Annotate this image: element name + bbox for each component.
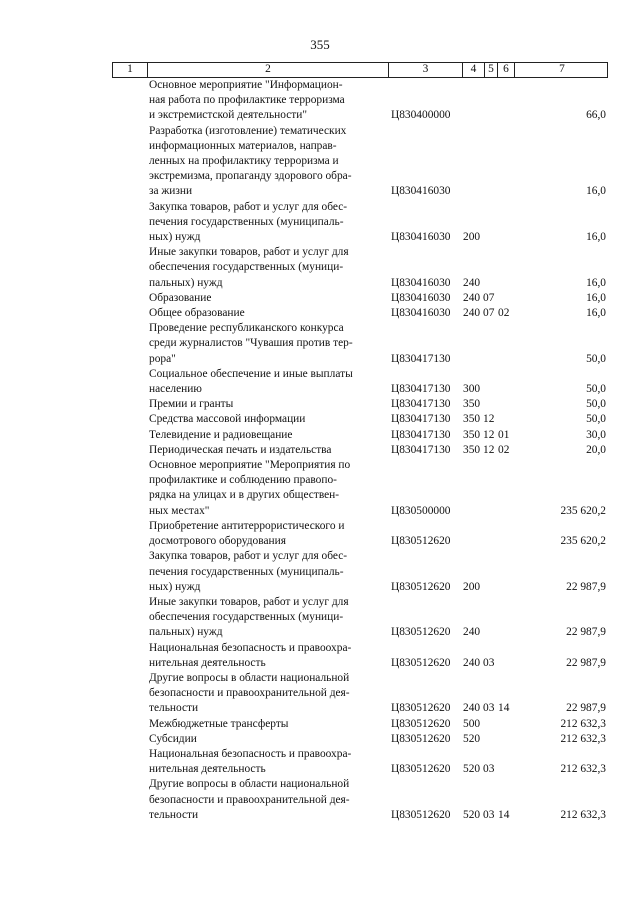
row-amount-cell: 16,0	[586, 276, 606, 289]
row-expense-type-cell: 350	[463, 443, 481, 456]
row-amount-cell: 16,0	[586, 307, 606, 320]
table-row	[112, 641, 608, 671]
row-expense-type-cell: 520	[463, 763, 481, 776]
row-section-cell: 07	[483, 307, 495, 320]
row-number-cell	[112, 595, 146, 641]
row-amount-cell: 235 620,2	[560, 504, 606, 517]
table-row	[112, 367, 608, 397]
row-number-cell	[112, 200, 146, 246]
row-number-cell	[112, 671, 146, 717]
row-code-cell: Ц830512620	[391, 702, 451, 715]
row-amount-cell: 22 987,9	[566, 702, 606, 715]
header-col-5: 5	[484, 63, 497, 77]
row-subsection-cell: 14	[498, 808, 510, 821]
row-subsection-cell: 14	[498, 702, 510, 715]
row-number-cell	[112, 732, 146, 747]
row-code-cell: Ц830417130	[391, 383, 451, 396]
row-code-cell: Ц830417130	[391, 413, 451, 426]
row-name-cell: Общее образование	[149, 307, 245, 320]
row-code-cell: Ц830417130	[391, 352, 451, 365]
row-amount-cell: 16,0	[586, 231, 606, 244]
row-number-cell	[112, 306, 146, 321]
row-subsection-cell: 02	[498, 443, 510, 456]
row-expense-type-cell: 350	[463, 413, 481, 426]
header-col-6: 6	[497, 63, 514, 77]
table-row	[112, 245, 608, 291]
row-name-cell: Разработка (изготовление) тематических информационных материалов, направ- ленных на профилактику терроризма и экстремизма, пропаганду здорового обра- за жизни	[149, 124, 352, 198]
row-number-cell	[112, 777, 146, 823]
row-amount-cell: 66,0	[586, 109, 606, 122]
table-row	[112, 78, 608, 124]
row-name-cell: Приобретение антитеррористического и досмотрового оборудования	[149, 519, 345, 548]
row-amount-cell: 50,0	[586, 383, 606, 396]
row-number-cell	[112, 291, 146, 306]
row-amount-cell: 235 620,2	[560, 535, 606, 548]
row-section-cell: 12	[483, 413, 495, 426]
row-subsection-cell: 02	[498, 307, 510, 320]
row-number-cell	[112, 397, 146, 412]
header-col-4: 4	[462, 63, 484, 77]
row-name-cell: Закупка товаров, работ и услуг для обес- печения государственных (муниципаль- ных) нужд	[149, 550, 348, 593]
row-number-cell	[112, 747, 146, 777]
row-name-cell: Субсидии	[149, 732, 197, 745]
row-expense-type-cell: 300	[463, 383, 481, 396]
row-number-cell	[112, 367, 146, 397]
row-code-cell: Ц830416030	[391, 276, 451, 289]
row-code-cell: Ц830512620	[391, 535, 451, 548]
row-expense-type-cell: 240	[463, 276, 481, 289]
row-name-cell: Средства массовой информации	[149, 413, 306, 426]
row-code-cell: Ц830416030	[391, 307, 451, 320]
row-expense-type-cell: 350	[463, 398, 481, 411]
row-amount-cell: 212 632,3	[560, 717, 606, 730]
table-row	[112, 412, 608, 427]
table-row	[112, 458, 608, 519]
row-expense-type-cell: 240	[463, 656, 481, 669]
row-amount-cell: 20,0	[586, 443, 606, 456]
header-col-7: 7	[514, 63, 609, 77]
row-subsection-cell: 01	[498, 428, 510, 441]
table-row	[112, 747, 608, 777]
table-row	[112, 732, 608, 747]
row-name-cell: Периодическая печать и издательства	[149, 443, 332, 456]
page-number: 355	[310, 37, 330, 52]
table-row	[112, 200, 608, 246]
row-name-cell: Национальная безопасность и правоохра- нительная деятельность	[149, 641, 352, 669]
row-amount-cell: 16,0	[586, 291, 606, 304]
table-row	[112, 397, 608, 412]
table-row	[112, 595, 608, 641]
row-amount-cell: 212 632,3	[560, 732, 606, 745]
row-number-cell	[112, 519, 146, 549]
row-name-cell: Иные закупки товаров, работ и услуг для обеспечения государственных (муници- пальных) нужд	[149, 595, 349, 639]
row-name-cell: Национальная безопасность и правоохра- нительная деятельность	[149, 747, 352, 776]
row-name-cell: Социальное обеспечение и иные выплаты населению	[149, 367, 353, 396]
row-amount-cell: 212 632,3	[560, 808, 606, 821]
row-section-cell: 12	[483, 443, 495, 456]
table-row	[112, 717, 608, 732]
row-number-cell	[112, 458, 146, 519]
row-code-cell: Ц830512620	[391, 732, 451, 745]
header-col-2: 2	[147, 63, 388, 77]
row-section-cell: 03	[483, 702, 495, 715]
row-number-cell	[112, 321, 146, 367]
row-amount-cell: 50,0	[586, 398, 606, 411]
row-code-cell: Ц830400000	[391, 109, 451, 122]
row-amount-cell: 22 987,9	[566, 656, 606, 669]
row-code-cell: Ц830512620	[391, 808, 451, 821]
row-expense-type-cell: 200	[463, 580, 481, 593]
table-row	[112, 428, 608, 443]
row-code-cell: Ц830512620	[391, 580, 451, 593]
table-row	[112, 777, 608, 823]
row-number-cell	[112, 549, 146, 595]
table-row	[112, 671, 608, 717]
row-name-cell: Проведение республиканского конкурса среди журналистов "Чувашия против тер- рора"	[149, 322, 353, 365]
row-name-cell: Другие вопросы в области национальной безопасности и правоохранительной дея- тельности	[149, 671, 350, 715]
row-name-cell: Основное мероприятие "Информацион- ная работа по профилактике терроризма и экстремистской деятельности"	[149, 79, 345, 122]
row-number-cell	[112, 412, 146, 427]
budget-table	[112, 62, 608, 823]
row-code-cell: Ц830512620	[391, 656, 451, 669]
row-code-cell: Ц830416030	[391, 231, 451, 244]
table-row	[112, 321, 608, 367]
row-expense-type-cell: 240	[463, 291, 481, 304]
row-section-cell: 12	[483, 428, 495, 441]
row-number-cell	[112, 245, 146, 291]
row-amount-cell: 30,0	[586, 428, 606, 441]
row-section-cell: 03	[483, 808, 495, 821]
row-expense-type-cell: 240	[463, 626, 481, 639]
row-expense-type-cell: 350	[463, 428, 481, 441]
row-expense-type-cell: 240	[463, 702, 481, 715]
table-row	[112, 443, 608, 458]
table-row	[112, 124, 608, 200]
row-name-cell: Закупка товаров, работ и услуг для обес- печения государственных (муниципаль- ных) нужд	[149, 200, 348, 244]
row-number-cell	[112, 428, 146, 443]
table-body	[112, 78, 608, 823]
header-col-3: 3	[388, 63, 462, 77]
row-amount-cell: 50,0	[586, 413, 606, 426]
table-row	[112, 306, 608, 321]
row-number-cell	[112, 124, 146, 200]
row-expense-type-cell: 500	[463, 717, 481, 730]
row-expense-type-cell: 520	[463, 732, 481, 745]
row-code-cell: Ц830417130	[391, 428, 451, 441]
row-amount-cell: 212 632,3	[560, 763, 606, 776]
row-code-cell: Ц830416030	[391, 291, 451, 304]
row-section-cell: 07	[483, 291, 495, 304]
row-code-cell: Ц830512620	[391, 717, 451, 730]
row-name-cell: Телевидение и радиовещание	[149, 428, 293, 441]
row-name-cell: Основное мероприятие "Мероприятия по профилактике и соблюдению правопо- рядка на улицах и в других обществен- ных местах"	[149, 459, 351, 517]
row-name-cell: Иные закупки товаров, работ и услуг для обеспечения государственных (муници- пальных) нужд	[149, 246, 349, 289]
row-expense-type-cell: 240	[463, 307, 481, 320]
row-amount-cell: 22 987,9	[566, 626, 606, 639]
row-amount-cell: 50,0	[586, 352, 606, 365]
header-col-1: 1	[127, 63, 133, 75]
row-code-cell: Ц830417130	[391, 443, 451, 456]
row-number-cell	[112, 641, 146, 671]
row-amount-cell: 16,0	[586, 185, 606, 198]
row-name-cell: Межбюджетные трансферты	[149, 717, 289, 730]
row-section-cell: 03	[483, 763, 495, 776]
row-section-cell: 03	[483, 656, 495, 669]
row-code-cell: Ц830417130	[391, 398, 451, 411]
table-row	[112, 549, 608, 595]
row-name-cell: Премии и гранты	[149, 398, 234, 411]
row-code-cell: Ц830512620	[391, 763, 451, 776]
row-code-cell: Ц830500000	[391, 504, 451, 517]
table-header	[112, 62, 608, 78]
row-expense-type-cell: 200	[463, 231, 481, 244]
table-row	[112, 291, 608, 306]
row-amount-cell: 22 987,9	[566, 580, 606, 593]
row-code-cell: Ц830416030	[391, 185, 451, 198]
row-number-cell	[112, 717, 146, 732]
row-number-cell	[112, 78, 146, 124]
row-name-cell: Образование	[149, 291, 212, 304]
row-number-cell	[112, 443, 146, 458]
table-row	[112, 519, 608, 549]
row-code-cell: Ц830512620	[391, 626, 451, 639]
row-name-cell: Другие вопросы в области национальной безопасности и правоохранительной дея- тельности	[149, 778, 350, 821]
row-expense-type-cell: 520	[463, 808, 481, 821]
